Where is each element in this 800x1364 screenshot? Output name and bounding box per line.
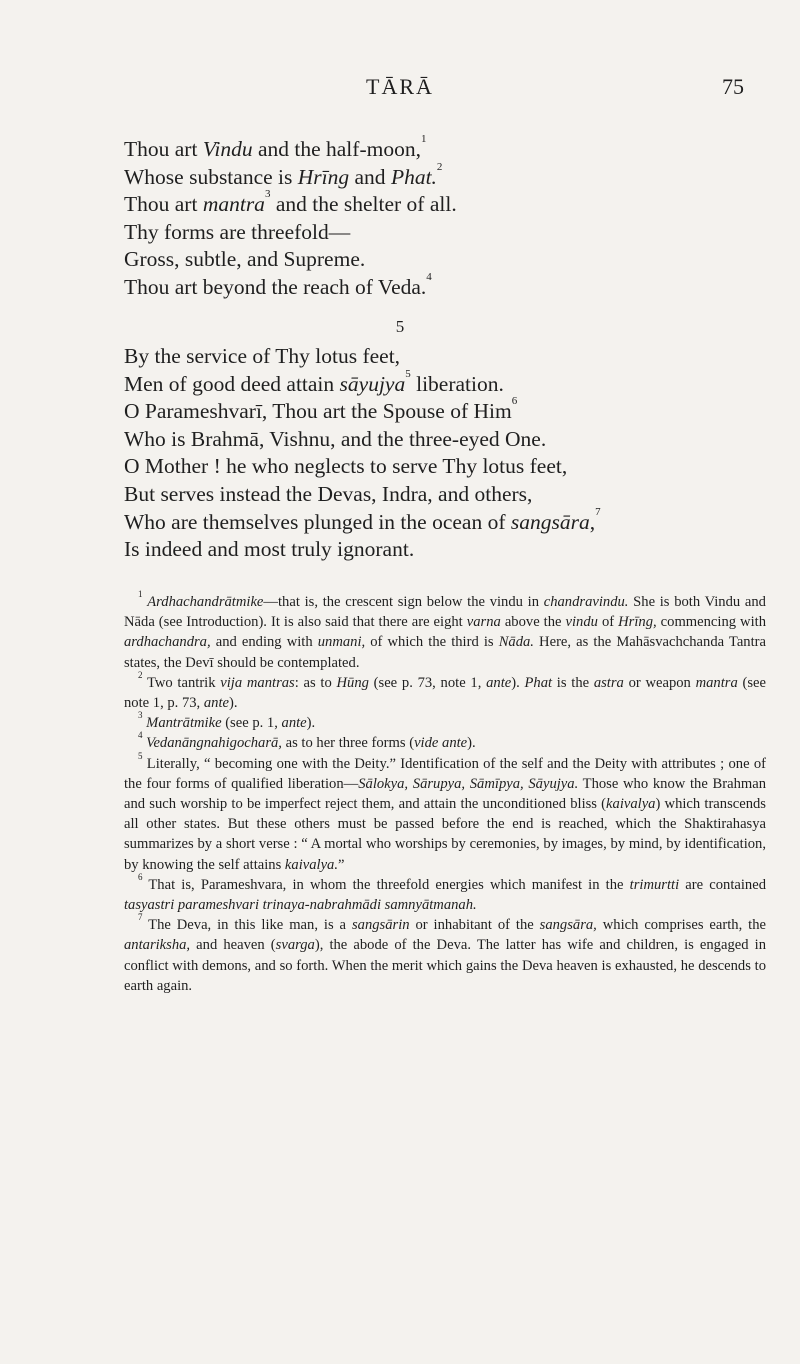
page-number: 75: [722, 74, 744, 99]
verse-line: Who is Brahmā, Vishnu, and the three-eyed One.: [124, 426, 547, 451]
verse-line: By the service of Thy lotus feet,: [124, 344, 401, 368]
verse-line: Thou art mantra$^3$ and the shelter of all.: [124, 188, 457, 217]
verse-line: But serves instead the Devas, Indra, and others,: [124, 481, 533, 506]
running-title: TĀRĀ: [366, 74, 434, 99]
verse-line: Who are themselves plunged in the ocean of sangsāra,$^7$: [124, 505, 601, 534]
verse-stanza-4: [124, 133, 764, 302]
verse-line: Thou art Vindu and the half-moon,$^1$: [124, 133, 427, 161]
page-header: [0, 74, 800, 100]
footnote-1: $^1$ Ardhachandrātmike—that is, the crescent sign below the vindu in chandravindu. She is both Vindu and Nāda (see Introduction). It is also said that there are eight varna above the vindu of Hrīng, commencing with ardhachandra, and ending with unmani, of which the third is Nāda. Here, as the Mahāsvachchanda Tantra states, the Devī should be contemplated.: [124, 589, 766, 671]
verse-line: Men of good deed attain sāyujya$^5$ liberation.: [124, 367, 504, 396]
footnotes: [124, 589, 766, 996]
verse-line: Whose substance is Hrīng and Phat.$^2$: [124, 160, 443, 189]
footnote-6: $^6$ That is, Parameshvara, in whom the threefold energies which manifest in the trimurtti are contained tasyastri parameshvari trinaya-nabrahmādi samnyātmanah.: [124, 871, 766, 914]
verse-line: Gross, subtle, and Supreme.: [124, 247, 366, 272]
verse-stanza-5: [124, 343, 784, 564]
verse-line: Thy forms are threefold—: [124, 219, 351, 244]
verse-line: O Mother ! he who neglects to serve Thy lotus feet,: [124, 454, 568, 479]
footnote-2: $^2$ Two tantrik vija mantras: as to Hūng (see p. 73, note 1, ante). Phat is the astra or weapon mantra (see note 1, p. 73, ante).: [124, 669, 766, 712]
verse-line: Is indeed and most truly ignorant.: [124, 537, 415, 562]
footnote-5: $^5$ Literally, “ becoming one with the Deity.” Identification of the self and the Deity with attributes ; one of the four forms of qualified liberation—Sālokya, Sārupya, Sāmīpya, Sāyujya. Those who know the Brahman and such worship to be imperfect reject them, and attain the unconditioned bliss (kaivalya) which transcends all other states. But these others must be passed before the end is reached, which the Shaktirahasya summarizes by a short verse : “ A mortal who worships by ceremonies, by images, by mind, by identification, by knowing the self attains kaivalya.”: [124, 750, 766, 873]
verse-line: Thou art beyond the reach of Veda.$^4$: [124, 270, 432, 299]
footnote-3: $^3$ Mantrātmike (see p. 1, ante).: [138, 710, 316, 732]
footnote-4: $^4$ Vedanāngnahigocharā, as to her three forms (vide ante).: [138, 730, 476, 752]
verse-line: O Parameshvarī, Thou art the Spouse of Him$^6$: [124, 395, 518, 424]
footnote-7: $^7$ The Deva, in this like man, is a sangsārin or inhabitant of the sangsāra, which comprises earth, the antariksha, and heaven (svarga), the abode of the Deva. The latter has wife and children, is engaged in conflict with demons, and so forth. When the merit which gains the Deva heaven is exhausted, he descends to earth again.: [124, 912, 766, 994]
verse-number: 5: [395, 317, 405, 336]
